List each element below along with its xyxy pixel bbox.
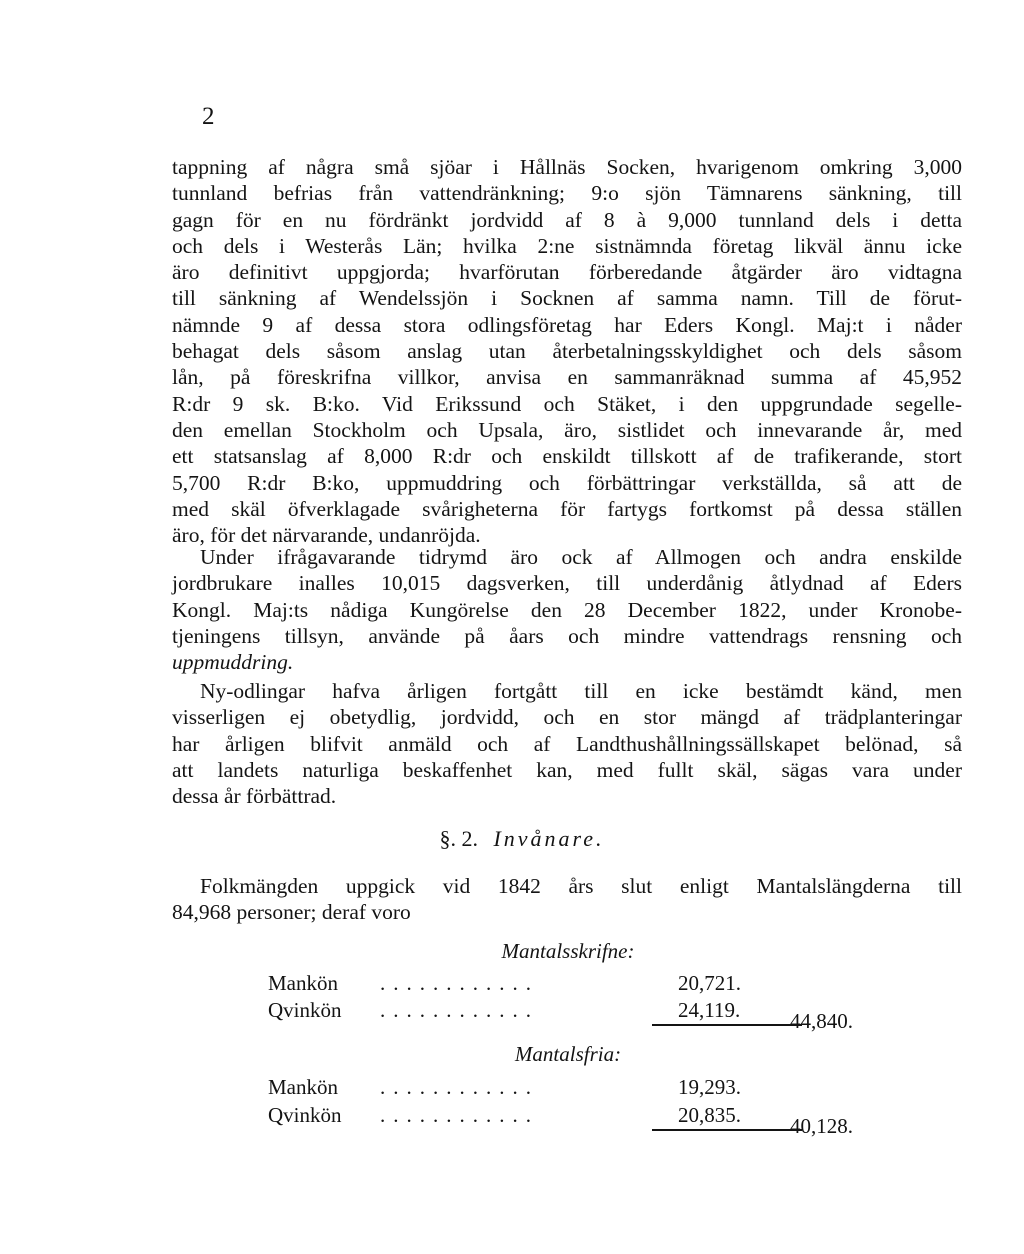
row-value: 20,835.: [678, 1103, 741, 1127]
text-line: tunnland befrias från vattendränkning; 9:o sjön Tämnarens sänkning, till: [172, 181, 962, 206]
text-line: 84,968 personer; deraf voro: [172, 900, 411, 925]
text-line: lån, på föreskrifna villkor, anvisa en sammanräknad summa af 45,952: [172, 365, 962, 390]
text-line: visserligen ej obetydlig, jordvidd, och en stor mängd af trädplanteringar: [172, 705, 962, 730]
paragraph-population: [172, 873, 962, 926]
text-line: den emellan Stockholm och Upsala, äro, sistlidet och innevarande år, med: [172, 417, 962, 442]
text-line: ett statsanslag af 8,000 R:dr och enskildt tillskott af de trafikerande, stort: [172, 444, 962, 469]
group-total: 40,128.: [790, 1114, 853, 1138]
row-label: Mankön: [268, 1075, 338, 1099]
text-line: jordbrukare inalles 10,015 dagsverken, till underdånig åtlydnad af Eders: [172, 571, 962, 596]
dot-leader: ............: [380, 1075, 539, 1099]
section-symbol: §. 2.: [439, 826, 478, 851]
text-line: Folkmängden uppgick vid 1842 års slut enligt Mantalslängderna till: [200, 874, 962, 898]
row-label: Qvinkön: [268, 998, 342, 1022]
paragraph-new-cultivation: [172, 678, 962, 809]
paragraph-drainage: [172, 154, 962, 548]
text-line: till sänkning af Wendelssjön i Socknen af samma namn. Till de förut-: [172, 286, 962, 311]
text-line: gagn för en nu fördränkt jordvidd af 8 à 9,000 tunnland dels i detta: [172, 207, 962, 232]
text-line: tappning af några små sjöar i Hållnäs Socken, hvarigenom omkring 3,000: [172, 155, 962, 179]
text-line: Ny-odlingar hafva årligen fortgått till en icke bestämdt känd, men: [200, 679, 962, 703]
table-heading-exempt: Mantalsfria:: [514, 1042, 622, 1066]
table-row: [268, 1102, 768, 1128]
sum-rule: [652, 1024, 802, 1026]
sum-rule: [652, 1129, 802, 1131]
table-row: [268, 970, 768, 996]
table-row: [268, 997, 768, 1023]
text-line: Kongl. Maj:ts nådiga Kungörelse den 28 December 1822, under Kronobe-: [172, 597, 962, 622]
table-heading-registered: Mantalsskrifne:: [501, 939, 635, 963]
text-line: nämnde 9 af dessa stora odlingsföretag har Eders Kongl. Maj:t i nåder: [172, 312, 962, 337]
text-line: att landets naturliga beskaffenhet kan, med fullt skäl, sägas vara under: [172, 757, 962, 782]
text-line: dessa år förbättrad.: [172, 784, 337, 809]
section-heading: [0, 826, 1024, 852]
row-value: 24,119.: [678, 998, 741, 1022]
row-value: 20,721.: [678, 971, 741, 995]
page-number: 2: [202, 103, 215, 130]
row-label: Mankön: [268, 971, 338, 995]
group-total: 44,840.: [790, 1009, 853, 1033]
text-line: äro definitivt uppgjorda; hvarförutan förberedande åtgärder äro vidtagna: [172, 260, 962, 285]
text-line: uppmuddring.: [172, 650, 294, 675]
dot-leader: ............: [380, 1103, 539, 1127]
section-title: Invånare.: [493, 826, 605, 851]
text-line: och dels i Westerås Län; hvilka 2:ne sistnämnda företag likväl ännu icke: [172, 233, 962, 258]
text-line: Under ifrågavarande tidrymd äro ock af Allmogen och andra enskilde: [200, 545, 962, 569]
paragraph-day-works: [172, 544, 962, 675]
text-line: äro, för det närvarande, undanröjda.: [172, 523, 481, 548]
dot-leader: ............: [380, 971, 539, 995]
text-line: har årligen blifvit anmäld och af Landthushållningssällskapet belönad, så: [172, 731, 962, 756]
text-line: R:dr 9 sk. B:ko. Vid Erikssund och Stäket, i den uppgrundade segelle-: [172, 391, 962, 416]
text-line: behagat dels såsom anslag utan återbetalningsskyldighet och dels såsom: [172, 339, 962, 364]
table-row: [268, 1074, 768, 1100]
dot-leader: ............: [380, 998, 539, 1022]
row-label: Qvinkön: [268, 1103, 342, 1127]
row-value: 19,293.: [678, 1075, 741, 1099]
text-line: med skäl öfverklagade svårigheterna för fartygs fortkomst på dessa ställen: [172, 496, 962, 521]
text-line: tjeningens tillsyn, använde på åars och mindre vattendrags rensning och: [172, 623, 962, 648]
text-line: 5,700 R:dr B:ko, uppmuddring och förbättringar verkställda, så att de: [172, 470, 962, 495]
